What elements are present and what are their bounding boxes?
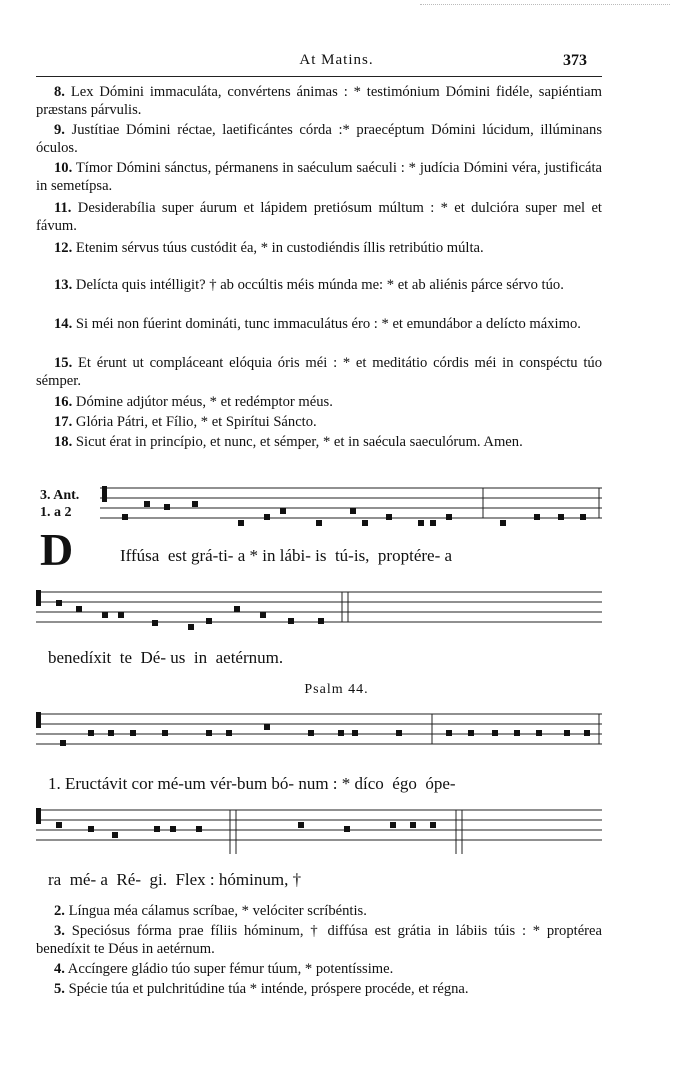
verse-17 — [36, 413, 602, 431]
verse-18 — [36, 433, 602, 451]
psalm-lyric-1: 1. Eructávit cor mé-um vér-bum bó- num : * díco égo ópe- — [48, 774, 456, 793]
verse-text: Glória Pátri, et Fílio, * et Spirítui Sáncto. — [75, 414, 317, 430]
verse-number: 3. — [54, 923, 65, 939]
verse-text: Lex Dómini immaculáta, convértens ánimas : * testimónium Dómini fidéle, sapiéntiam præstans párvulis. — [36, 84, 603, 118]
psalm-verse-2 — [36, 902, 602, 920]
verse-10 — [36, 159, 602, 195]
verse-text: Si méi non fúerint domináti, tunc immaculátus éro : * et emundábor a delícto máximo. — [75, 316, 581, 332]
verse-number: 12. — [54, 240, 73, 256]
verse-text: Justítiae Dómini réctae, laetificántes córda :* praecéptum Dómini lúcidum, illúminans óculos. — [36, 122, 602, 156]
verse-text: Língua méa cálamus scríbae, * velóciter scríbéntis. — [68, 903, 367, 919]
verse-11 — [36, 199, 602, 235]
verse-text: Desiderabília super áurum et lápidem pretiósum múltum : * et dulcióra super mel et fávum. — [36, 200, 602, 234]
verse-number: 13. — [54, 277, 73, 293]
verse-8 — [36, 83, 602, 119]
verse-text: Etenim sérvus túus custódit éa, * in custodiéndis íllis retribútio múlta. — [75, 240, 484, 256]
chant-staff-2 — [36, 588, 602, 638]
verse-13 — [36, 276, 602, 294]
antiphon-mode: 1. a 2 — [40, 505, 72, 520]
verse-9 — [36, 121, 602, 157]
verse-number: 10. — [54, 160, 73, 176]
verse-text: Accíngere gládio túo super fémur túum, * potentíssime. — [67, 961, 394, 977]
psalm-verse-3 — [36, 922, 602, 958]
verse-number: 5. — [54, 981, 65, 997]
verse-number: 15. — [54, 355, 73, 371]
antiphon-lyric-1: Iffúsa est grá-ti- a * in lábi- is tú-is, proptére- a — [120, 546, 453, 565]
verse-text: Et érunt ut compláceant elóquia óris méi : * et meditátio córdis méi in conspéctu túo sémper. — [36, 355, 603, 389]
psalm-lyric-2: ra mé- a Ré- gi. Flex : hóminum, † — [48, 870, 302, 889]
verse-number: 8. — [54, 84, 65, 100]
verse-number: 16. — [54, 394, 73, 410]
verse-number: 17. — [54, 414, 73, 430]
verse-number: 18. — [54, 434, 73, 450]
verse-text: Spécie túa et pulchritúdine túa * inténde, próspere procéde, et régna. — [68, 981, 469, 997]
verse-number: 4. — [54, 961, 65, 977]
verse-number: 11. — [54, 200, 72, 216]
antiphon-lyric-2: benedíxit te Dé- us in aetérnum. — [48, 648, 284, 667]
psalm-verse-4 — [36, 960, 602, 978]
running-header: At Matins. — [299, 52, 374, 68]
chant-staff-1 — [100, 484, 602, 528]
antiphon-label: 3. Ant. — [40, 488, 80, 503]
chant-staff-4 — [36, 804, 602, 856]
verse-16 — [36, 393, 602, 411]
verse-number: 14. — [54, 316, 73, 332]
psalm-title: Psalm 44. — [304, 682, 369, 697]
verse-15 — [36, 354, 602, 390]
psalm-verse-5 — [36, 980, 602, 998]
chant-staff-3 — [36, 708, 602, 758]
scan-edge-line — [420, 4, 670, 6]
verse-number: 9. — [54, 122, 65, 138]
verse-12 — [36, 239, 602, 257]
verse-14 — [36, 315, 602, 333]
verse-text: Speciósus fórma prae fíliis hóminum, † diffúsa est grátia in lábiis túis : * proptérea benedíxit te Déus in aetérnum. — [36, 923, 602, 957]
verse-number: 2. — [54, 903, 65, 919]
verse-text: Dómine adjútor méus, * et redémptor méus. — [75, 394, 333, 410]
verse-text: Delícta quis intélligit? † ab occúltis méis múnda me: * et ab aliénis párce sérvo túo. — [75, 277, 564, 293]
drop-cap-initial: D — [40, 524, 74, 575]
page-number: 373 — [563, 52, 587, 69]
header-rule — [36, 76, 602, 77]
verse-text: Sicut érat in princípio, et nunc, et sémper, * et in saécula saeculórum. Amen. — [75, 434, 523, 450]
verse-text: Tímor Dómini sánctus, pérmanens in saéculum saéculi : * judícia Dómini véra, justificáta in semetípsa. — [36, 160, 602, 194]
